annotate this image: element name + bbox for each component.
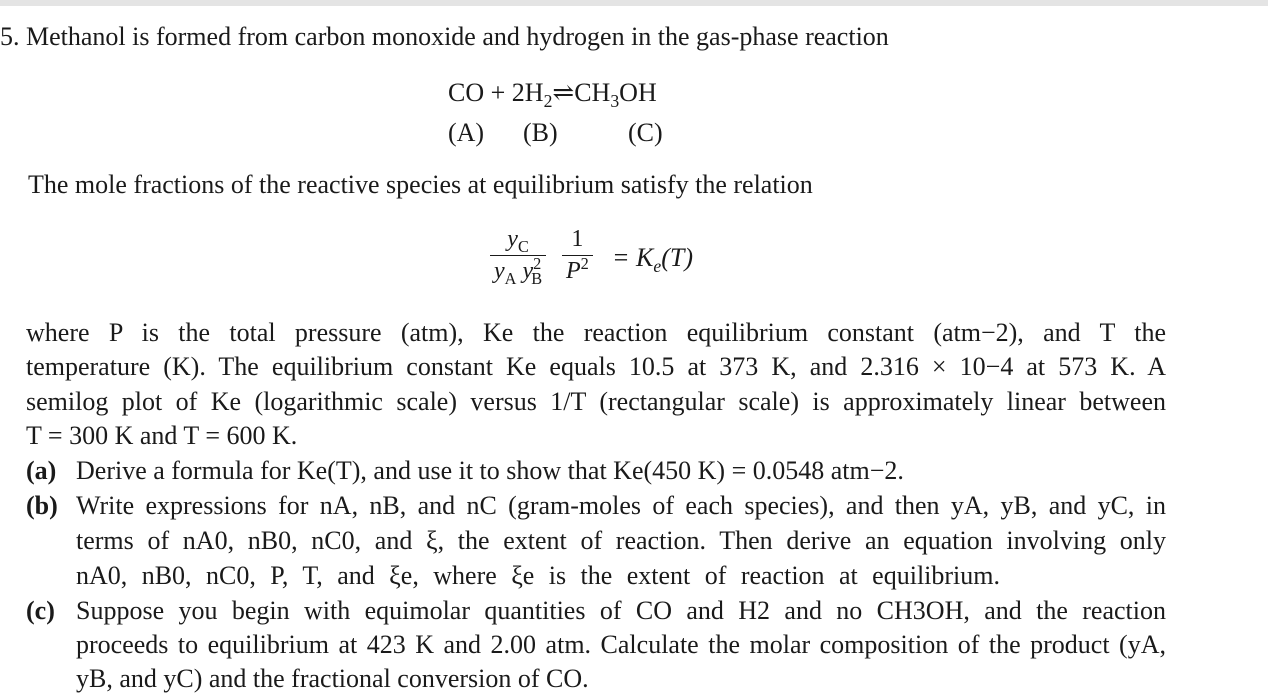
reaction-lhs: CO + 2H (448, 78, 544, 107)
reaction-rhs: CH (574, 78, 611, 107)
denominator-p-sup: 2 (580, 254, 589, 273)
reaction-rhs-subscript: 3 (610, 91, 620, 112)
page-top-border (0, 0, 1268, 6)
denominator-ya: y (494, 258, 505, 284)
k-argument: (T) (661, 243, 694, 272)
para-line-2: temperature (K). The equilibrium constant Ke equals 10.5 at 373 K, and 2.316 × 10−4 at 573 K. A (26, 352, 1166, 381)
part-c-line-2: proceeds to equilibrium at 423 K and 2.00 atm. Calculate the molar composition of the product (yA, (76, 630, 1166, 659)
denominator-yb: y (522, 258, 534, 284)
problem-number: 5. (0, 22, 20, 51)
part-a-label: (a) (26, 456, 57, 485)
part-c-line-1: Suppose you begin with equimolar quantities of CO and H2 and no CH3OH, and the reaction (76, 596, 1166, 625)
para-line-1: where P is the total pressure (atm), Ke the reaction equilibrium constant (atm−2), and T the (26, 318, 1166, 347)
species-label-c: (C) (628, 118, 663, 147)
numerator-subscript: C (517, 236, 529, 256)
reaction-lhs-subscript: 2 (543, 91, 553, 112)
reaction-equation (448, 78, 657, 112)
part-b-line-3: nA0, nB0, nC0, P, T, and ξe, where ξe is the extent of reaction at equilibrium. (76, 561, 1000, 590)
part-c-line-3: yB, and yC) and the fractional conversion of CO. (76, 664, 589, 693)
numerator-y: y (507, 226, 518, 252)
denominator-ya-sub: A (504, 268, 517, 288)
species-label-b: (B) (523, 118, 558, 147)
denominator-yb-sub: B (531, 268, 543, 288)
para-line-4: T = 300 K and T = 600 K. (26, 421, 298, 450)
equation-rhs (612, 243, 694, 277)
reaction-rhs-tail: OH (619, 78, 657, 107)
part-b-label: (b) (26, 491, 58, 520)
equilibrium-arrow: ⇌ (552, 78, 575, 107)
para-line-3: semilog plot of Ke (logarithmic scale) versus 1/T (rectangular scale) is approximately linear between (26, 387, 1166, 416)
part-b-line-2: terms of nA0, nB0, nC0, and ξ, the extent of reaction. Then derive an equation involving only (76, 526, 1166, 555)
numerator-one: 1 (571, 226, 584, 252)
equals-k: = K (612, 243, 654, 272)
k-subscript: e (653, 256, 662, 277)
part-a-text: Derive a formula for Ke(T), and use it to show that Ke(450 K) = 0.0548 atm−2. (76, 456, 904, 485)
denominator-p: P (566, 258, 581, 284)
part-c-label: (c) (26, 596, 55, 625)
problem-intro (0, 22, 889, 52)
denominator-yb-sup: 2 (533, 254, 542, 273)
species-label-a: (A) (448, 118, 485, 147)
problem-intro-text: Methanol is formed from carbon monoxide and hydrogen in the gas-phase reaction (26, 22, 889, 51)
part-b-line-1: Write expressions for nA, nB, and nC (gram-moles of each species), and then yA, yB, and yC, in (76, 491, 1166, 520)
fraction-mole (490, 226, 546, 288)
fraction-pressure (562, 226, 593, 285)
relation-intro: The mole fractions of the reactive species at equilibrium satisfy the relation (28, 170, 813, 199)
